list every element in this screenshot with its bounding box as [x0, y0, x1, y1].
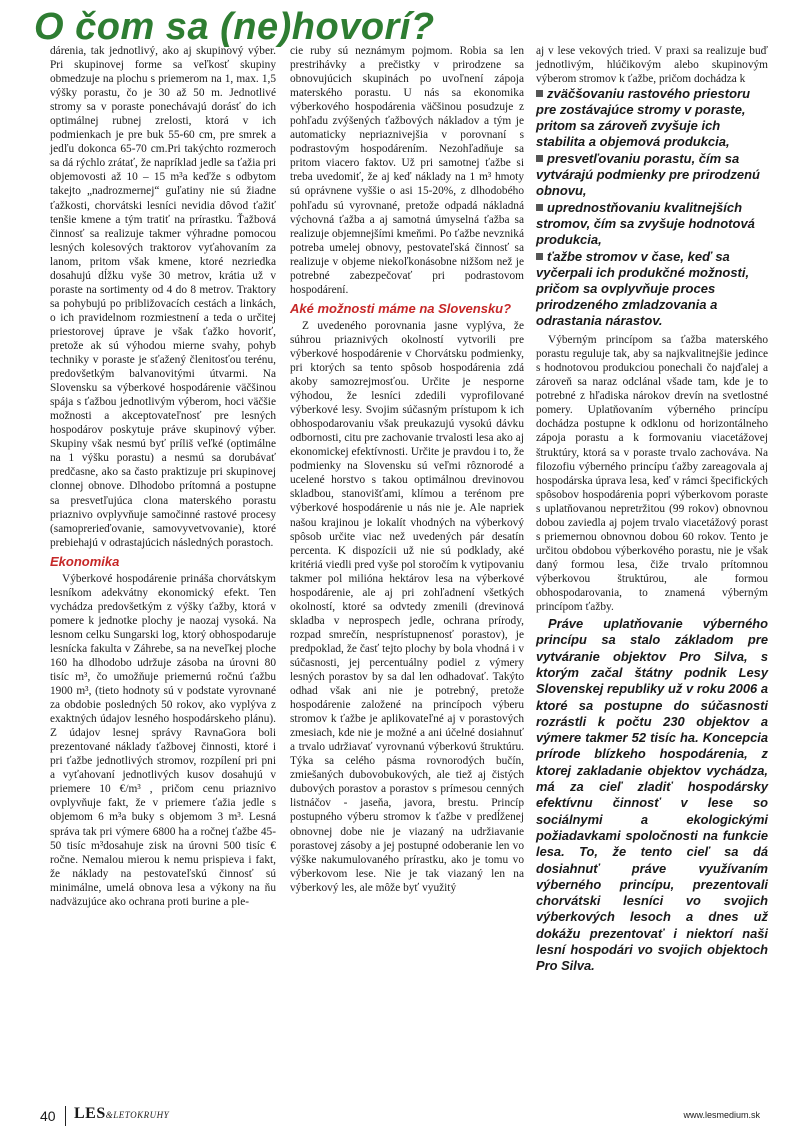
section-heading-economics: Ekonomika — [50, 553, 120, 569]
bullet-text: ťažbe stromov v čase, keď sa vyčerpali ich produkčné možnosti, pričom sa ovplyvňuje proces prirodzeného zmladzovania a odrastania nárastov. — [536, 249, 750, 329]
section-heading-slovakia: Aké možnosti máme na Slovensku? — [290, 300, 512, 316]
paragraph: aj v lese vekových tried. V praxi sa realizuje buď jednotlivým, hlúčikovým alebo skupinovým výberom stromov k ťažbe, pričom dochádza k — [536, 45, 768, 86]
bullet-square-icon — [536, 204, 543, 211]
footer-divider — [65, 1106, 66, 1126]
column-2 — [290, 44, 524, 895]
paragraph: dárenia, tak jednotlivý, ako aj skupinový výber. Pri skupinovej forme sa veľkosť skupiny obmedzuje na plochu s priemerom na 1, max. 1,5 výšky porastu, čo je 30 až 50 m. Jednotlivé stromy sa v poraste ponechávajú dorásť do ich optimálnej rubnej zrelosti, ktorá v ich podmienkach je pre buk 55-60 cm, pre smrek a jedľu dokonca 65-70 cm.Pri takýchto rozmeroch sa dá rýchlo zrátať, že napríklad jedle sa ťažia pri objemovosti až 10 – 15 m³a keďže s odbytom takejto „nadrozmernej“ guľatiny nie sú žiadne ťažkosti, chorvátski lesníci nevidia dôvod ťažiť tenšie kmene a tým tratiť na prírastku. Ťažbová činnosť sa realizuje takmer výhradne pomocou lesných kolesových traktorov vyťahovaním za lanom, pritom však kmene, ktoré nezriedka dosahujú dĺžku vyše 30 metrov, krátia už v poraste na sortimenty od 4 do 8 metrov. Traktory sa pohybujú po približovacích cestách a linkách, o ich pravidelnom rozmiestnení a teda o určitej priestorovej úprave je však ťažko hovoriť, pretože ak sú výhodou mierne svahy, pohyb techniky v poraste je sťažený členitosťou terénu, predovšetkým balvanovitými útvarmi. Na Slovensku sa výberkové hospodárenie väčšinou spája s ťažbou jednotlivým výberom, hoci väčšie možnosti a akceptovateľnosť pre lesných hospodárov poskytuje práve skupinový výber. Skupiny však nesmú byť príliš veľké (optimálne na 1 výšku porastu) a nesmú sa dorubávať predčasne, ako sa často praktizuje pri skupinovej clonnej obnove. Dlhodobo prítomná a postupne sa presvetľujúca clona materského porastu priaznivo ovplyvňuje samočinné rastové procesy (samoprerieďovanie, samovyvetvovanie), ktoré prebiehajú v odrastajúcich následných porastoch. — [50, 45, 276, 549]
bullet-square-icon — [536, 253, 543, 260]
magazine-logo — [74, 1105, 169, 1123]
bullet-text: presvetľovaniu porastu, čím sa vytvárajú podmienky pre prirodzenú obnovu, — [536, 151, 760, 199]
bullet-square-icon — [536, 90, 543, 97]
bullet-item — [536, 249, 768, 329]
paragraph: Výberkové hospodárenie prináša chorvátskym lesníkom adekvátny ekonomický efekt. Ten vychádza predovšetkým z výšky ťažby, ktorá v pomere k jednotke plochy je naozaj vysoká. Na lesnom celku Sungarski log, ktorý obhospodaruje lesnícka fakulta v Záhrebe, sa na neveľkej ploche 160 ha dlhodobo udržuje zásoba na úrovni 80 tisíc m³, čo umožňuje priemernú ročnú ťažbu 1900 m³, (tieto hodnoty sú v podstate vyrovnané za obdobie posledných 50 rokov, ako vyplýva z exaktných údajov lesného hospodárskeho plánu). Z údajov lesnej správy RavnaGora boli prezentované náklady ťažbovej činnosti, ktoré i pri ťažbe jednotlivých stromov, rozpílení pri pni a vyťahovaní jednotlivých kusov dosahujú v priemere 10 €/m³ , pričom cenu priaznivo ovplyvňuje fakt, že v priemere ťažia jedle s objemom 6 m³a buky s objemom 3 m³. Lesná správa tak pri výmere 6800 ha a ročnej ťažbe 45-50 tisíc m³dosahuje zisk na úrovni 500 tisíc € ročne. Nemalou mierou k nemu prispieva i fakt, že náklady na pestovateľskú činnosť sú minimálne, umelá obnova lesa a výkony na ňu nadväzujúce ako ochrana proti burine a ple- — [50, 572, 276, 908]
column-3 — [536, 44, 768, 975]
website-url: www.lesmedium.sk — [683, 1110, 760, 1120]
bullet-text: uprednostňovaniu kvalitnejších stromov, čím sa zvyšuje hodnotová produkcia, — [536, 200, 755, 248]
bullet-item — [536, 86, 768, 150]
bullet-item — [536, 151, 768, 199]
paragraph: cie ruby sú neznámym pojmom. Robia sa len prestrihávky a prečistky v prirodzene sa obnovujúcich skupinách po uvoľnení zápoja materského porastu. U nás sa ekonomika výberkového hospodárenia väčšinou posudzuje z pohľadu zvýšených ťažbových nákladov a tým je automaticky nepriaznivejšia v porovnaní s podrastovým hospodárením. Nezohľadňuje sa pritom viacero faktov. Už pri samotnej ťažbe si treba uvedomiť, že aj keď náklady na 1 m³ hmoty sú oprávnene vyššie o asi 15-20%, z dlhodobého pohľadu sú vyrovnané, pretože odpadá nákladná výchovná ťažba a aj samotná úmyselná ťažba sa realizuje objemnejšími kmeňmi. Po ťažbe nevzniká potreba umelej obnovy, pestovateľská činnosť sa realizuje v objeme niekoľkonásobne nižšom než je potrebné zabezpečovať pri podrastovom hospodárení. — [290, 45, 524, 296]
paragraph: Z uvedeného porovnania jasne vyplýva, že súhrou priaznivých okolností vytvorili pre výberkové hospodárenie v Chorvátsku podmienky, pri ktorých sa tento spôsob hospodárenia zdá akoby samozrejmosťou. Určite je nesporne výhodou, že lesníci zdedili vyprofilované výberkové lesy. Svojim súčasným prístupom k ich obhospodarovaniu však preukazujú vysokú dávku odbornosti, citu pre zachovanie trvalosti lesa ako aj ekonomickej efektívnosti. Určite je pravdou i to, že podmienky na Slovensku sú veľmi rôznorodé a ucelené horstvo s takou optimálnou drevinovou skladbou, stanovišťami, klímou a terénom pre výberkové hospodárenie u nás nie je. Ale napriek našou krajinou je lokalít vhodných na výberkový spôsob určite viac než uvedených pár desatín percenta. K dispozícii už nie sú podklady, aké kritériá viedli pred vyše pol storočím k vytipovaniu takmer pol milióna hektárov lesa na výberkové hospodárenie, ale aj pri zohľadnení všetkých okolností, ktoré sa odvtedy zmenili (drevinová skladba v neprospech jedle, ochrana prírody, rozpad smrečín, nesprístupnenosť porastov), je predpoklad, že časť tejto plochy by bola vhodná i v súčasnosti, jej percentuálny podiel z výmery lesných porastov by sa dal len odhadovať. Takýto odhad však ani nie je potrebný, pretože hospodárenie založené na princípoch výberu stromov k ťažbe je aplikovateľné aj v porastových zmesiach, kde nie je možné a ani účelné dosiahnuť a trvalo udržiavať vyrovnanú výberkovú štruktúru. Týka sa celého pásma rovnorodých bučín, zmiešaných dubovobukových, ale tiež aj čistých dubových porastov a porastov s prímesou cenných listnáčov - jaseňa, javora, brestu. Princíp postupného výberu stromov k ťažbe v predĺženej obnovnej dobe nie je viazaný na udržiavanie porastovej zásoby a jej postupné odoberanie len vo výške nakumulovaného prírastku, ako je tomu vo výberkovom lese. Nie je tak viazaný len na výberkový les, ale môže byť využitý — [290, 319, 524, 894]
column-1 — [50, 44, 276, 909]
bullet-square-icon — [536, 155, 543, 162]
emphasized-paragraph: Práve uplatňovanie výberného princípu sa stalo základom pre vytváranie objektov Pro Silva, s ktorým začal štátny podnik Lesy Slovenskej republiky už v roku 2006 a ktoré sa postupne do súčasnosti rozrástli k počtu 230 objektov a výmere takmer 52 tisíc ha. Koncepcia prírode blízkeho hospodárenia, z ktorej zakladanie objektov vychádza, má za cieľ zladiť hospodársky efektívnu činnosť v lese so sociálnymi a ekologickými požiadavkami spoločnosti na funkcie lesa. To, že tento cieľ sa dá dosiahnuť práve využívaním výberného princípu, prezentovali chorvátski lesníci vo svojich výberkových lesoch a dnes už dokážu prezentovať i niektorí naši lesní hospodári vo svojich objektoch Pro Silva. — [536, 616, 768, 974]
page-number: 40 — [40, 1108, 56, 1124]
bullet-text: zväčšovaniu rastového priestoru pre zostávajúce stromy v poraste, pritom sa zároveň zvyšuje ich stabilita a objemová produkcia, — [536, 86, 751, 150]
bullet-item — [536, 200, 768, 248]
logo-small-text: &LETOKRUHY — [105, 1110, 170, 1120]
logo-main-text: LES — [74, 1105, 106, 1122]
page-footer — [0, 1100, 800, 1130]
page-title: O čom sa (ne)hovorí? — [34, 6, 435, 48]
paragraph: Výberným princípom sa ťažba materského porastu reguluje tak, aby sa najkvalitnejšie jedince s hodnotovou produkciou ponechali čo najďalej a zároveň sa naraz odclánal všade tam, kde je to potrebné z hľadiska nárokov drevín na svetlostné pomery. Uplatňovaním výberného princípu dochádza postupne k odklonu od horizontálneho zápoja porastu a k formovaniu viacetážovej štruktúry, ktorá sa v poraste trvalo zachováva. Na filozofiu výberného princípu ťažby zareagovala aj hospodárska úprava lesa, keď v rámci špecifických spôsobov hospodárenia popri výberkovom poraste s uplatňovanou nepretržitou (99 rokov) obnovnou dobou zaviedla aj pojem trvalo viacetážový porast s priemernou obnovnou dobou 60 rokov. Tento je určitou obdobou výberkového porastu, nie je však daný formou lesa, čiže trvalo prítomnou výberkovou štruktúrou, ale formou obhospodarovania, to znamená výberným princípom ťažby. — [536, 334, 768, 614]
